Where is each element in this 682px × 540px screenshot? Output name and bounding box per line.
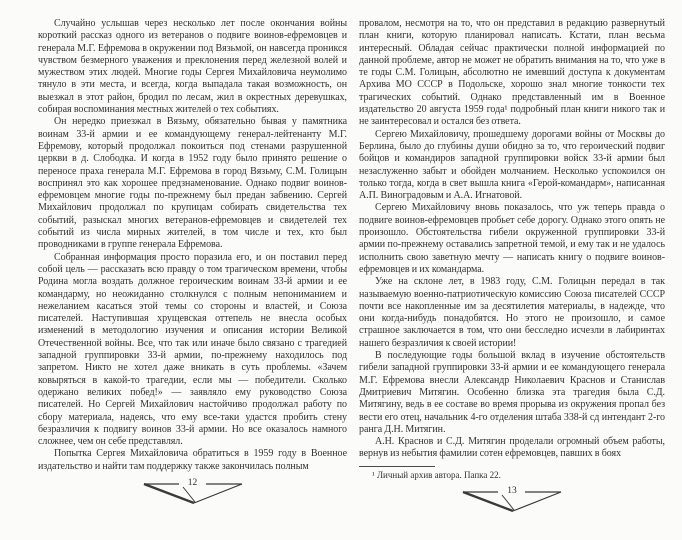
- page-left: [38, 18, 347, 505]
- paragraph: провалом, несмотря на то, что он представил в редакцию развернутый план книги, которую планировал написать. Кстати, план весьма интересный. Обладая сейчас практически полной информацией по данной проблеме, автор не может не обратить внимания на то, что уже в те годы С.М. Голицын, абсолютно не имевший доступа к документам Архива МО СССР в Подольске, хорошо знал многие тонкости тех трагических событий. Однако представленный им в Военное издательство 20 августа 1959 года¹ подробный план книги никого так и не заинтересовал и остался без ответа.: [359, 18, 665, 128]
- page-left-text: [38, 18, 347, 473]
- paragraph: Случайно услышав через несколько лет после окончания войны короткий рассказ одного из ветеранов о подвиге воинов-ефремовцев и генерала М.Г. Ефремова в окружении под Вязьмой, он навсегда проникся чувством безмерного уважения и преклонения перед железной волей и мужеством этих людей. Многие годы Сергея Михайловича неумолимо тянуло в эти места, и всегда, когда выпадала такая возможность, он выезжал в этот район, бродил по лесам, жил в окрестных деревушках, собирая воспоминания местных жителей о тех событиях.: [38, 18, 347, 116]
- footnote-block: [359, 466, 665, 481]
- paragraph: В последующие годы большой вклад в изучение обстоятельств гибели западной группировки 33-й армии и ее командующего генерала М.Г. Ефремова внесли Александр Николаевич Краснов и Станислав Дмитриевич Митягин. Особенно близка эта трагедия была С.Д. Митягину, ведь в ее составе во время прорыва из окружения пропал без вести его отец, начальник 4-го отделения штаба 338-й сд интендант 2-го ранга Д.Н. Митягин.: [359, 350, 665, 435]
- paragraph: Уже на склоне лет, в 1983 году, С.М. Голицын передал в так называемую военно-патриотическую комиссию Союза писателей СССР почти все накопленные им за десятилетия материалы, в надежде, что они когда-нибудь понадобятся. Но этого не произошло, и самое страшное заключается в том, что они бесследно исчезли в лабиринтах нашего безразличия к своей истории!: [359, 276, 665, 349]
- page-number-ornament-right: [460, 487, 564, 513]
- page-number: 13: [507, 485, 517, 496]
- paragraph: Собранная информация просто поразила его, и он поставил перед собой цель — рассказать всю правду о том трагическом времени, чтобы Родина могла воздать должное героическим воинам 33-й армии и ее командарму, но неожиданно столкнулся с полным непониманием и нежеланием касаться этой темы со стороны и властей, и Союза писателей. Наступившая хрущевская оттепель не внесла особых изменений в методологию изучения и описания истории Великой Отечественной войны. Все, что так или иначе было связано с трагедией западной группировки 33-й армии, по-прежнему находилось под запретом. Никто не хотел даже вникать в суть проблемы. «Зачем ковыряться в какой-то трагедии, если мы — победители. Сколько одержано великих побед!» — заявляло ему руководство Союза писателей. Но Сергей Михайлович настойчиво продолжал работу по сбору материала, надеясь, что ему все-таки удастся пробить стену безразличия к подвигу воинов 33-й армии. Но все оказалось намного сложнее, чем он себе представлял.: [38, 251, 347, 448]
- page-right: [359, 18, 665, 513]
- page-number-ornament-left: [141, 479, 245, 505]
- paragraph: Сергею Михайловичу вновь показалось, что уж теперь правда о подвиге воинов-ефремовцев пробьет себе дорогу. Однако этого опять не произошло. Обстоятельства гибели окруженной группировки 33-й армии по-прежнему оставались запретной темой, и ему так и не удалось исполнить свою заветную мечту — написать книгу о подвиге воинов-ефремовцев и их командарма.: [359, 202, 665, 275]
- footnote-rule: [359, 466, 435, 467]
- paragraph: А.Н. Краснов и С.Д. Митягин проделали огромный объем работы, вернув из небытия фамилии сотен ефремовцев, павших в боях: [359, 436, 665, 460]
- paragraph: Он нередко приезжал в Вязьму, обязательно бывая у памятника воинам 33-й армии и ее командующему генерал-лейтенанту М.Г. Ефремову, который продолжал покоиться под стенами разрушенной церкви в д. Слободка. И когда в 1952 году было принято решение о переносе праха генерала М.Г. Ефремова в город Вязьму, С.М. Голицын воспринял это как хорошее предзнаменование. Однако подвиг воинов-ефремовцем многие годы по-прежнему был предан забвению. Сергей Михайлович продолжал по крупицам собирать свидетельства тех событий, разыскал многих ветеранов-ефремовцев и свидетелей тех событий из числа мирных жителей, в том числе и тех, кто был проводниками в группе генерала Ефремова.: [38, 116, 347, 251]
- page-right-text: [359, 18, 665, 461]
- page-number: 12: [187, 477, 198, 488]
- paragraph: Сергею Михайловичу, прошедшему дорогами войны от Москвы до Берлина, было до глубины души обидно за то, что героический подвиг бойцов и командиров западной группировки войск 33-й армии был незаслуженно забыт и обойден молчанием. Несколько успокоился он только тогда, когда в свет вышла книга «Герой-командарм», написанная А.П. Виноградовым и А.А. Игнатовой.: [359, 128, 665, 202]
- paragraph: Попытка Сергея Михайловича обратиться в 1959 году в Военное издательство и найти там поддержку также закончилась полным: [38, 448, 347, 472]
- footnote: ¹ Личный архив автора. Папка 22.: [372, 469, 501, 480]
